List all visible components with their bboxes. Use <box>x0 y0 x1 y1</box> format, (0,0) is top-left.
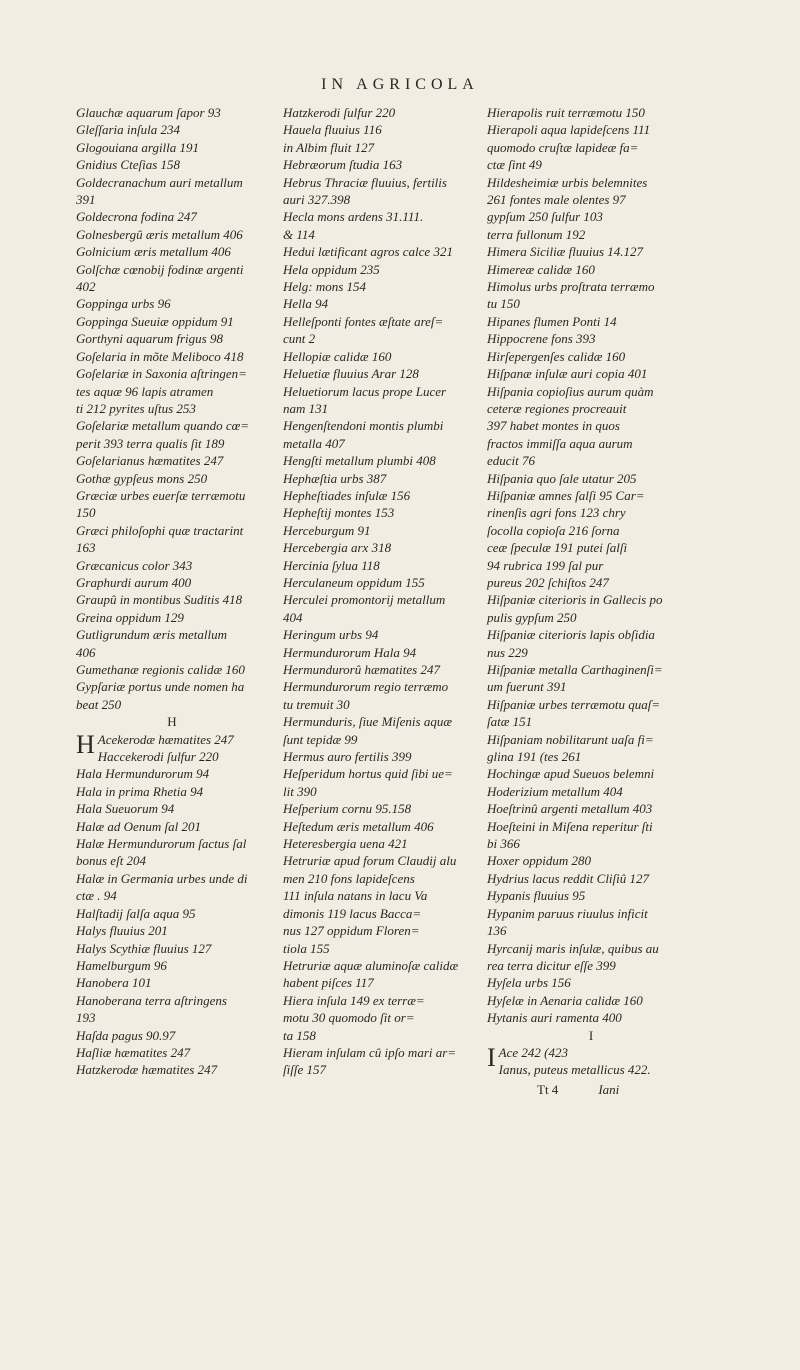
index-entry: Hengenſtendoni montis plumbi <box>283 418 444 434</box>
index-entry: Halſtadij ſalſa aqua 95 <box>76 905 196 921</box>
index-entry: ſocolla copioſa 216 ſorna <box>487 522 620 538</box>
index-entry: Hiſpaniæ citerioris in Gallecis po <box>487 592 663 608</box>
index-entry: Hercebergia arx 318 <box>283 540 392 556</box>
index-entry: men 210 fons lapideſcens <box>283 870 415 886</box>
index-entry: Hermunduris, ſiue Miſenis aquæ <box>283 714 452 730</box>
index-entry: Helleſponti fontes æſtate areſ= <box>283 313 444 329</box>
index-entry: Hetruriæ apud forum Claudij alu <box>283 853 457 869</box>
index-entry: Ace 242 (423 <box>498 1044 568 1060</box>
index-entry: Hyſela urbs 156 <box>487 975 571 991</box>
index-entry: Hydrius lacus reddit Cliſiû 127 <box>487 870 650 886</box>
index-entry: Glauchæ aquarum ſapor 93 <box>76 105 221 120</box>
index-entry: 193 <box>76 1010 96 1026</box>
index-entry: bi 366 <box>487 836 520 852</box>
index-entry: Heluetiorum lacus prope Lucer <box>283 383 447 399</box>
section-letter: I <box>588 1027 594 1043</box>
drop-cap: H <box>76 729 95 759</box>
index-entry: Hermus auro fertilis 399 <box>283 749 412 765</box>
index-entry: Græciæ urbes euerſæ terræmotu <box>76 487 246 503</box>
index-entry: Golſchæ cœnobij fodinæ argenti <box>76 261 244 277</box>
index-entry: Græci philoſophi quæ tractarint <box>76 522 244 538</box>
catchword: Iani <box>598 1081 620 1097</box>
index-entry: Halæ in Germania urbes unde di <box>76 870 248 886</box>
index-entry: Hanobera 101 <box>76 975 152 991</box>
index-entry: Hebrus Thraciæ fluuius, fertilis <box>283 174 447 190</box>
index-entry: glina 191 (tes 261 <box>487 749 582 765</box>
index-entry: Goſelariæ metallum quando cœ= <box>76 418 250 434</box>
index-entry: Haſda pagus 90.97 <box>76 1027 176 1043</box>
index-entry: auri 327.398 <box>283 192 351 208</box>
index-entry: Halys Scythiæ fluuius 127 <box>76 940 212 956</box>
index-entry: perit 393 terra qualis ſit 189 <box>76 435 225 451</box>
index-entry: Hephæſtia urbs 387 <box>283 470 387 486</box>
index-entry: Hedui lætificant agros calce 321 <box>283 244 453 260</box>
index-entry: Herceburgum 91 <box>283 522 371 538</box>
index-entry: Heſperidum hortus quid ſibi ue= <box>283 766 453 782</box>
index-entry: Hyrcanij maris inſulæ, quibus au <box>487 940 659 956</box>
running-header: IN AGRICOLA <box>321 76 479 93</box>
index-entry: 111 inſula natans in lacu Va <box>283 888 428 904</box>
index-entry: Glogouiana argilla 191 <box>76 139 200 155</box>
index-entry: rea terra dicitur eſſe 399 <box>487 957 616 973</box>
index-entry: Hiſpaniæ amnes ſalſi 95 Car= <box>487 487 645 503</box>
index-entry: Hoxer oppidum 280 <box>487 853 591 869</box>
index-entry: Gypſariæ portus unde nomen ha <box>76 679 245 695</box>
index-entry: 397 habet montes in quos <box>487 418 620 434</box>
index-entry: Goppinga Sueuiæ oppidum 91 <box>76 313 234 329</box>
index-column-1 <box>76 104 268 1079</box>
index-entry: Herculaneum oppidum 155 <box>283 574 425 590</box>
index-entry: Hepheſtiades inſulæ 156 <box>283 487 411 503</box>
index-entry: Hoderizium metallum 404 <box>487 783 623 799</box>
index-column-2 <box>283 104 475 1079</box>
index-entry: Hermundurorum regio terræmo <box>283 679 449 695</box>
index-entry: um fuerunt 391 <box>487 679 567 695</box>
index-entry: Heringum urbs 94 <box>283 627 379 643</box>
index-entry: 261 fontes male olentes 97 <box>487 192 626 208</box>
index-entry: Goſelariæ in Saxonia aſtringen= <box>76 366 247 382</box>
index-entry: Hypanis fluuius 95 <box>487 888 586 904</box>
index-entry: Hala Sueuorum 94 <box>76 801 175 817</box>
index-entry: Hepheſtij montes 153 <box>283 505 395 521</box>
index-entry: Hanoberana terra aſtringens <box>76 992 227 1008</box>
index-entry: Hala in prima Rhetia 94 <box>76 783 204 799</box>
index-entry: Helg: mons 154 <box>283 279 367 295</box>
index-entry: lit 390 <box>283 783 317 799</box>
index-entry: Hochingæ apud Sueuos belemni <box>487 766 655 782</box>
index-entry: tiola 155 <box>283 940 330 956</box>
index-entry: ceæ ſpeculæ 191 putei ſalſi <box>487 540 628 556</box>
index-entry: Heſtedum æris metallum 406 <box>283 818 434 834</box>
index-entry: tu tremuit 30 <box>283 696 350 712</box>
index-entry: Himereæ calidæ 160 <box>487 261 595 277</box>
index-entry: Hela oppidum 235 <box>283 261 380 277</box>
index-entry: Graphurdi aurum 400 <box>76 574 192 590</box>
index-entry: rinenſis agri fons 123 chry <box>487 505 626 521</box>
index-entry: Hiera inſula 149 ex terræ= <box>283 992 425 1008</box>
index-entry: Græcanicus color 343 <box>76 557 193 573</box>
index-column-3 <box>487 104 695 1098</box>
index-entry: in Albim fluit 127 <box>283 139 375 155</box>
index-entry: Gumethanæ regionis calidæ 160 <box>76 662 245 677</box>
index-entry: 404 <box>283 609 303 625</box>
index-entry: Heluetiæ fluuius Arar 128 <box>283 366 419 382</box>
index-entry: Goppinga urbs 96 <box>76 296 171 312</box>
index-entry: Hengſti metallum plumbi 408 <box>283 453 436 469</box>
index-entry: Gothæ gypſeus mons 250 <box>76 470 208 486</box>
index-entry: Golnesbergû æris metallum 406 <box>76 226 243 242</box>
index-entry: Golnicium æris metallum 406 <box>76 244 231 260</box>
index-entry: Hatzkerodi ſulfur 220 <box>283 105 396 120</box>
index-entry: Ianus, puteus metallicus 422. <box>498 1062 651 1078</box>
index-entry: Hytanis auri ramenta 400 <box>487 1010 622 1026</box>
index-entry: 150 <box>76 505 96 521</box>
index-entry: quomodo cruſtæ lapideæ fa= <box>487 139 639 155</box>
index-entry: nam 131 <box>283 400 329 416</box>
index-entry: Hermundurorum Hala 94 <box>283 644 417 660</box>
index-entry: Halys fluuius 201 <box>76 923 168 939</box>
index-entry: Hamelburgum 96 <box>76 957 167 973</box>
index-entry: 402 <box>76 279 96 295</box>
index-entry: Hetruriæ aquæ aluminoſæ calidæ <box>283 957 459 973</box>
index-entry: Goſelarianus hæmatites 247 <box>76 453 224 469</box>
index-entry: pureus 202 ſchiſtos 247 <box>487 574 609 590</box>
index-entry: Hebræorum ſtudia 163 <box>283 157 403 173</box>
index-entry: Hyſelæ in Aenaria calidæ 160 <box>487 992 643 1008</box>
index-entry: Hatzkerodæ hæmatites 247 <box>76 1062 218 1078</box>
index-entry: fractos immiſſa aqua aurum <box>487 435 633 451</box>
index-entry: Hierapoli aqua lapideſcens 111 <box>487 122 651 138</box>
index-entry: 163 <box>76 540 96 556</box>
index-entry: Hypanim paruus riuulus inficit <box>487 905 648 921</box>
index-entry: Greina oppidum 129 <box>76 609 184 625</box>
index-entry: Hermundurorû hæmatites 247 <box>283 662 440 677</box>
index-entry: 94 rubrica 199 ſal pur <box>487 557 604 573</box>
index-entry: Hercinia ſylua 118 <box>283 557 380 573</box>
index-entry: ta 158 <box>283 1027 316 1043</box>
index-entry: Halæ Hermundurorum ſactus ſal <box>76 836 247 852</box>
index-entry: Gutligrundum æris metallum <box>76 627 227 643</box>
index-entry: Hiſpaniæ metalla Carthaginenſi= <box>487 662 663 677</box>
index-entry: ſunt tepidæ 99 <box>283 731 358 747</box>
index-entry: ceteræ regiones procreauit <box>487 400 627 416</box>
page-footer <box>487 1081 695 1098</box>
index-entry: Hoeſteini in Miſena reperitur ſti <box>487 818 653 834</box>
index-entry: Acekerodæ hæmatites 247 <box>97 731 234 747</box>
signature-mark: Tt 4 <box>537 1081 559 1097</box>
index-entry: cunt 2 <box>283 331 316 347</box>
index-entry: beat 250 <box>76 696 122 712</box>
index-entry: 136 <box>487 923 507 939</box>
index-entry: Hecla mons ardens 31.111. <box>283 209 424 225</box>
index-entry: Hiſpaniæ citerioris lapis obſidia <box>487 627 655 643</box>
index-entry: bonus eſt 204 <box>76 853 147 869</box>
index-entry: pulis gypſum 250 <box>487 609 577 625</box>
index-entry: Gleſſaria inſula 234 <box>76 122 180 138</box>
index-entry: Graupû in montibus Suditis 418 <box>76 592 243 608</box>
index-entry: Hiſpaniam nobilitarunt uaſa fi= <box>487 731 654 747</box>
index-entry: nus 127 oppidum Floren= <box>283 923 420 939</box>
index-entry: Hieram inſulam cû ipſo mari ar= <box>283 1044 457 1060</box>
index-entry: 406 <box>76 644 96 660</box>
index-entry: dimonis 119 lacus Bacca= <box>283 905 422 921</box>
index-entry: Herculei promontorij metallum <box>283 592 446 608</box>
index-entry: tes aquæ 96 lapis atramen <box>76 383 214 399</box>
index-entry: Hoeſtrinû argenti metallum 403 <box>487 801 653 817</box>
index-entry: Hiſpania quo ſale utatur 205 <box>487 470 637 486</box>
index-entry: Hildesheimiæ urbis belemnites <box>487 174 648 190</box>
index-entry: ctæ . 94 <box>76 888 117 904</box>
index-entry: Gorthyni aquarum frigus 98 <box>76 331 223 347</box>
index-entry: Hipanes flumen Ponti 14 <box>487 313 617 329</box>
index-entry: Haccekerodi ſulfur 220 <box>97 749 219 765</box>
index-entry: Gnidius Cteſias 158 <box>76 157 181 173</box>
index-entry: Heſperium cornu 95.158 <box>283 801 412 817</box>
index-entry: ctæ ſint 49 <box>487 157 542 173</box>
index-entry: Hiſpania copioſius aurum quàm <box>487 383 654 399</box>
index-entry: Hella 94 <box>283 296 329 312</box>
index-entry: 391 <box>76 192 96 208</box>
index-entry: Hala Hermundurorum 94 <box>76 766 210 782</box>
index-entry: Hirſepergenſes calidæ 160 <box>487 348 626 364</box>
index-entry: Hiſpanæ inſulæ auri copia 401 <box>487 366 648 382</box>
index-entry: Hierapolis ruit terræmotu 150 <box>487 105 645 120</box>
index-entry: Himera Siciliæ fluuius 14.127 <box>487 244 643 260</box>
index-entry: gypſum 250 ſulfur 103 <box>487 209 603 225</box>
index-entry: Hiſpaniæ urbes terræmotu quaſ= <box>487 696 661 712</box>
index-entry: ſatæ 151 <box>487 714 533 730</box>
index-entry: habent piſces 117 <box>283 975 374 991</box>
index-entry: Haſliæ hæmatites 247 <box>76 1044 191 1060</box>
index-entry: Goldecranachum auri metallum <box>76 174 243 190</box>
index-entry: motu 30 quomodo ſit or= <box>283 1010 415 1026</box>
index-entry: Heteresbergia uena 421 <box>283 836 408 852</box>
index-entry: Hellopiæ calidæ 160 <box>283 348 392 364</box>
index-entry: Goſelaria in mõte Meliboco 418 <box>76 348 244 364</box>
index-entry: educit 76 <box>487 453 536 469</box>
index-entry: ti 212 pyrites uſtus 253 <box>76 400 196 416</box>
index-entry: Himolus urbs proſtrata terræmo <box>487 279 655 295</box>
index-entry: ſiſſe 157 <box>283 1062 326 1078</box>
index-entry: metalla 407 <box>283 435 345 451</box>
index-entry: nus 229 <box>487 644 528 660</box>
drop-cap: I <box>487 1042 496 1072</box>
index-entry: Hippocrene fons 393 <box>487 331 596 347</box>
section-letter: H <box>167 714 177 730</box>
index-entry: & 114 <box>283 226 315 242</box>
index-entry: Halæ ad Oenum ſal 201 <box>76 818 201 834</box>
index-entry: Goldecrona fodina 247 <box>76 209 197 225</box>
index-entry: tu 150 <box>487 296 520 312</box>
index-entry: terra fullonum 192 <box>487 226 586 242</box>
index-entry: Hauela fluuius 116 <box>283 122 382 138</box>
